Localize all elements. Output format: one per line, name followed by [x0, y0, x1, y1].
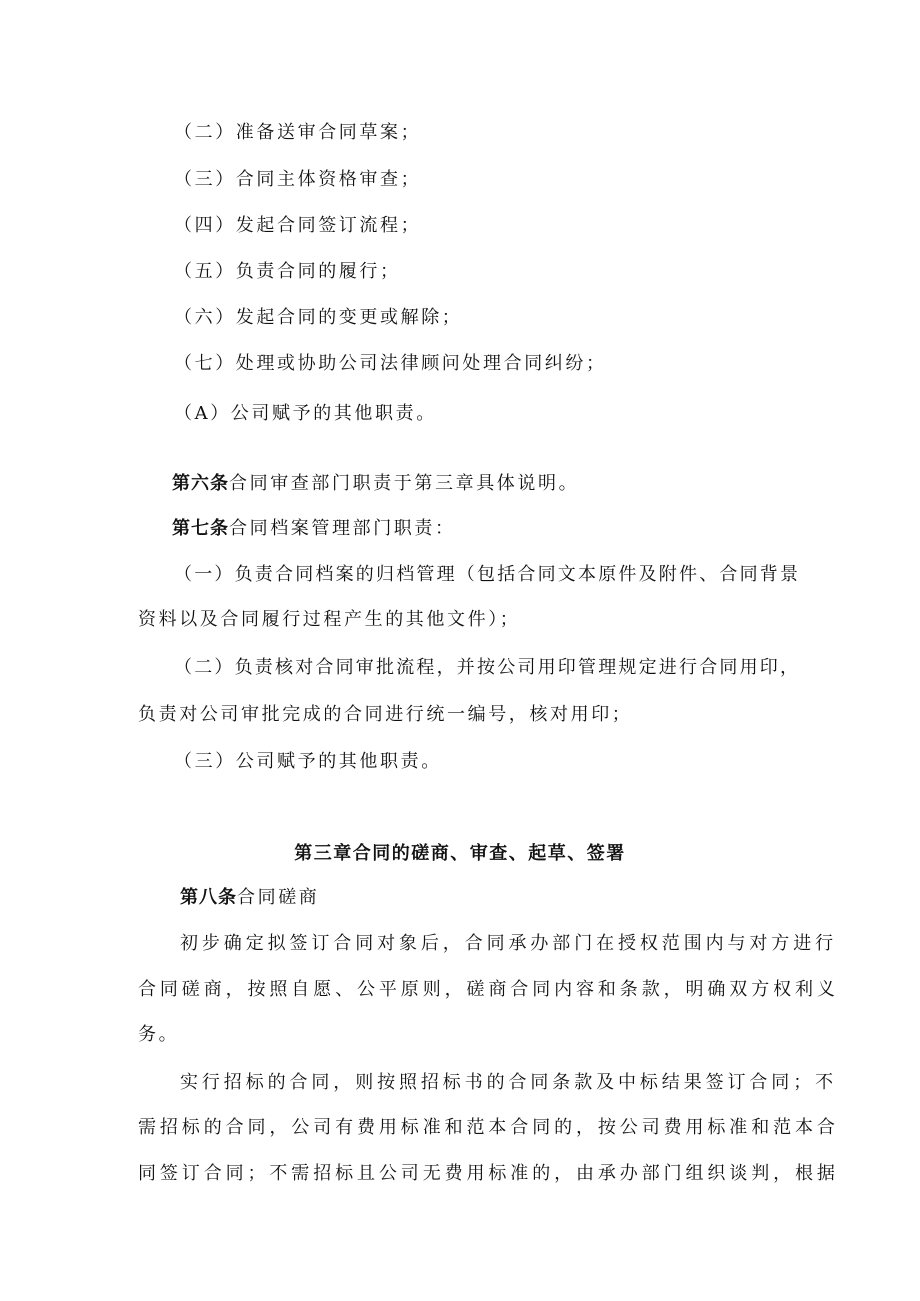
list-item: （三）合同主体资格审查； [174, 169, 422, 190]
list-item: （七）处理或协助公司法律顾问处理合同纠纷； [174, 353, 607, 374]
article-6-text: 合同审查部门职责于第三章具体说明。 [229, 473, 580, 494]
article-6 [172, 472, 579, 496]
article-7 [172, 517, 456, 541]
article-7-item-2-line-2: 负责对公司审批完成的合同进行统一编号，核对用印； [138, 704, 633, 725]
article-8-text: 合同磋商 [237, 887, 320, 908]
list-item: （五）负责合同的履行； [174, 261, 401, 282]
article-7-item-1-line-1: （一）负责合同档案的归档管理（包括合同文本原件及附件、合同背景 [174, 564, 801, 585]
chapter-title: 第三章合同的磋商、审查、起草、签署 [294, 843, 626, 864]
article-7-item-3: （三）公司赋予的其他职责。 [174, 751, 442, 772]
article-8-para-2-line-2: 需招标的合同，公司有费用标准和范本合同的，按公司费用标准和范本合 [138, 1117, 839, 1138]
list-item: （四）发起合同签订流程； [174, 215, 422, 236]
article-7-text: 合同档案管理部门职责： [229, 518, 456, 539]
list-item: （六）发起合同的变更或解除； [174, 307, 463, 328]
article-8-para-1-line-3: 务。 [138, 1024, 180, 1045]
article-8-para-2-line-1: 实行招标的合同，则按照招标书的合同条款及中标结果签订合同；不 [180, 1072, 837, 1093]
list-item: （二）准备送审合同草案； [174, 122, 422, 143]
list-item: （A）公司赋予的其他职责。 [174, 403, 437, 424]
article-7-label: 第七条 [172, 518, 229, 539]
article-8-para-2-line-3: 同签订合同；不需招标且公司无费用标准的，由承办部门组织谈判，根据 [138, 1163, 839, 1184]
article-7-item-1-line-2: 资料以及合同履行过程产生的其他文件）； [138, 609, 521, 630]
article-8-label: 第八条 [180, 887, 237, 908]
article-6-label: 第六条 [172, 473, 229, 494]
article-8-para-1-line-1: 初步确定拟签订合同对象后，合同承办部门在授权范围内与对方进行 [180, 933, 837, 954]
article-7-item-2-line-1: （二）负责核对合同审批流程，并按公司用印管理规定进行合同用印， [174, 657, 801, 678]
article-8-para-1-line-2: 合同磋商，按照自愿、公平原则，磋商合同内容和条款，明确双方权利义 [138, 979, 839, 1000]
article-8 [180, 886, 319, 910]
